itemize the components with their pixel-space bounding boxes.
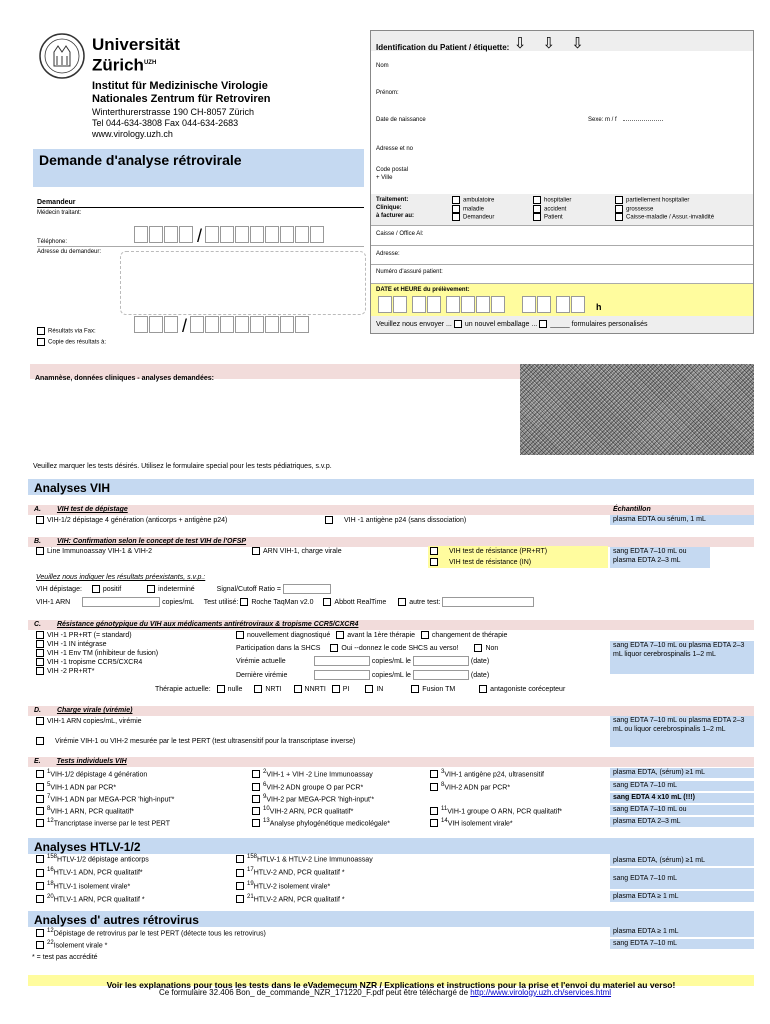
- vih-e-checkbox[interactable]: [430, 770, 438, 778]
- copy-option[interactable]: Copie des résultats à:: [37, 338, 106, 347]
- vih-d-test1[interactable]: VIH-1 ARN copies/mL, virémie: [36, 717, 142, 726]
- institute-name: Institut für Medizinische Virologie: [92, 80, 268, 92]
- anamnese-bar: [30, 364, 520, 382]
- vih-e-checkbox[interactable]: [252, 807, 260, 815]
- indetermine-checkbox[interactable]: [147, 585, 155, 593]
- nd-checkbox[interactable]: [236, 631, 244, 639]
- university-name: [92, 36, 180, 75]
- vih-c-status-row: nouvellement diagnostiqué avant la 1ère thérapie changement de thérapie: [236, 631, 507, 640]
- other-title-bar: [28, 911, 754, 927]
- vih-c-t3-checkbox[interactable]: [36, 649, 44, 657]
- institute-website: www.virology.uzh.ch: [92, 129, 173, 139]
- other-sample2: sang EDTA 7–10 mL: [610, 939, 754, 950]
- patient-title: Identification du Patient / étiquette:: [376, 43, 510, 52]
- vih-c-t5-checkbox[interactable]: [36, 667, 44, 675]
- caisse-checkbox[interactable]: [615, 213, 623, 221]
- vih-b-dep-row: VIH dépistage: positif indeterminé Signal/Cutoff Ratio =: [36, 584, 331, 594]
- htlv-r2b-checkbox[interactable]: [236, 869, 244, 877]
- vih-c-viremie-row: Virémie actuelle copies/mL le (date): [236, 657, 490, 665]
- vih-e-sample: sang EDTA 7–10 mL: [610, 781, 754, 792]
- postal-label: Code postal + Ville: [376, 167, 409, 181]
- other-test1[interactable]: $^{12}$Dépistage de retrovirus par le test PERT (détecte tous les retrovirus): [36, 927, 266, 938]
- vih-c-tests: VIH -1 PR+RT (= standard) VIH -1 IN intégrase VIH -1 Env TM (inhibiteur de fusion) VIH -1 tropisme CCR5/CXCR4 VIH -2 PR+RT*: [36, 631, 158, 676]
- in-checkbox[interactable]: [365, 685, 373, 693]
- vih-a-test2[interactable]: VIH -1 antigène p24 (sans dissociation): [325, 516, 466, 525]
- sampling-label: DATE et HEURE du prélèvement:: [376, 287, 470, 293]
- institute-address: Winterthurerstrasse 190 CH-8057 Zürich: [92, 107, 255, 117]
- ambulatoire-checkbox[interactable]: [452, 196, 460, 204]
- htlv-title: Analyses HTLV-1/2: [34, 840, 141, 854]
- vih-c-header: C. Résistance génotypique du VIH aux médicaments antirétroviraux & tropisme CCR5/CXCR4: [28, 620, 754, 630]
- positif-checkbox[interactable]: [92, 585, 100, 593]
- htlv-col2: $^{158}$HTLV-1 & HTLV-2 Line Immunoassay $^{17}$HTLV-2 AND, PCR qualitatif * $^{19}$HTLV-2 isolement virale* $^{21}$HTLV-2 ARN, PCR qualitatif *: [236, 853, 373, 904]
- vih-title: Analyses VIH: [34, 481, 111, 495]
- abbott-checkbox[interactable]: [323, 598, 331, 606]
- institute-block: [92, 80, 352, 140]
- vih-b-sample: sang EDTA 7–10 mL ou plasma EDTA 2–3 mL: [610, 547, 710, 569]
- vih-a-sample: plasma EDTA ou sérum, 1 mL: [610, 515, 754, 526]
- requester-address-box[interactable]: [120, 251, 366, 315]
- htlv-r3b-checkbox[interactable]: [236, 882, 244, 890]
- vih-b-test2[interactable]: ARN VIH-1, charge virale: [252, 547, 342, 556]
- viremie-date-input[interactable]: [413, 656, 469, 666]
- vih-e-test[interactable]: $^8$VIH-1 ARN, PCR qualitatif*: [36, 805, 134, 816]
- other-t1-checkbox[interactable]: [36, 929, 44, 937]
- treatment-col1[interactable]: ambulatoire maladie Demandeur: [452, 196, 494, 222]
- htlv-sample3: plasma EDTA ≥ 1 mL: [610, 891, 754, 903]
- htlv-sample1: plasma EDTA, (sérum) ≥1 mL: [610, 853, 754, 867]
- other-test2[interactable]: $^{22}$Isolement virale *: [36, 939, 107, 950]
- patient-header: [371, 31, 753, 51]
- vih-e-checkbox[interactable]: [252, 819, 260, 827]
- scr-input[interactable]: [283, 584, 331, 594]
- forms-checkbox[interactable]: [539, 320, 547, 328]
- footer-line2: Ce formulaire 32.406 Bon_ de_commande_NZR_171220_F.pdf peut être téléchargé de http://www.virology.uzh.ch/services.html: [158, 988, 612, 997]
- footer-bar: [28, 975, 754, 990]
- vih-e-test[interactable]: $^{12}$Trancriptase inverse par le test PERT: [36, 817, 170, 828]
- nrti-checkbox[interactable]: [254, 685, 262, 693]
- vih-c-t4-checkbox[interactable]: [36, 658, 44, 666]
- vih-d-header: D. Charge virale (virémie): [28, 706, 754, 716]
- other-title: Analyses d' autres rétrovirus: [34, 913, 199, 927]
- send-row: Veuillez nous envoyer ... un nouvel emballage ... _____ formulaires personalisés: [376, 321, 648, 328]
- insurance-number-label: Numéro d'assuré patient:: [376, 269, 443, 275]
- insurance-address-label: Adresse:: [376, 251, 400, 257]
- fax-input[interactable]: /: [134, 316, 310, 338]
- treatment-col3[interactable]: partiellement hospitalier grossesse Caisse-maladie / Assur.-invalidité: [615, 196, 714, 222]
- vih-b-test1-checkbox[interactable]: [36, 547, 44, 555]
- vih-b-test4[interactable]: VIH test de résistance (IN): [430, 558, 531, 567]
- fusion-checkbox[interactable]: [411, 685, 419, 693]
- fax-checkbox[interactable]: [37, 327, 45, 335]
- htlv-r1b-checkbox[interactable]: [236, 855, 244, 863]
- accreditation-note: * = test pas accrédité: [32, 954, 98, 961]
- center-name: Nationales Zentrum für Retroviren: [92, 93, 271, 105]
- dob-label: Date de naissance: [376, 117, 426, 123]
- doctor-label: Médecin traitant:: [37, 210, 82, 216]
- anamnese-title: Anamnèse, données cliniques - analyses demandées:: [35, 375, 214, 382]
- vih-title-bar: [28, 479, 754, 495]
- viremie-input[interactable]: [314, 656, 370, 666]
- htlv-col1: $^{158}$HTLV-1/2 dépistage anticorps $^{16}$HTLV-1 ADN, PCR qualitatif* $^{18}$HTLV-1 isolement virale* $^{20}$HTLV-1 ARN, PCR qualitatif *: [36, 853, 149, 904]
- other-test-checkbox[interactable]: [398, 598, 406, 606]
- university-seal-icon: [38, 32, 86, 80]
- nnrti-checkbox[interactable]: [294, 685, 302, 693]
- vih-c-t2-checkbox[interactable]: [36, 640, 44, 648]
- sample-header: Échantillon: [613, 506, 651, 513]
- fax-option[interactable]: Résultats via Fax:: [37, 327, 96, 336]
- htlv-sample2: sang EDTA 7–10 mL: [610, 868, 754, 890]
- maladie-checkbox[interactable]: [452, 205, 460, 213]
- vih-e-test[interactable]: $^{10}$VIH-2 ARN, PCR qualitatif*: [252, 805, 353, 816]
- footer-line1: Voir les explanations pour tous les tests dans le eVademecum NZR / Explications et instructions pour la prise et l'envoi du materiel au verso!: [106, 980, 676, 990]
- vih-e-checkbox[interactable]: [252, 783, 260, 791]
- vih-e-test[interactable]: $^9$VIH-2 par MEGA-PCR 'high-input'*: [252, 793, 374, 804]
- vih-e-test[interactable]: $^{13}$Analyse phylogénétique medicolégale*: [252, 817, 390, 828]
- vih-e-test[interactable]: $^{14}$VIH isolement virale*: [430, 817, 513, 828]
- treatment-labels: Traitement: Clinique: à facturer au:: [376, 197, 415, 219]
- vih-b-title: VIH: Confirmation selon le concept de test VIH de l'OFSP: [56, 538, 247, 545]
- grossesse-checkbox[interactable]: [615, 205, 623, 213]
- vih-e-checkbox[interactable]: [36, 770, 44, 778]
- htlv-r4b-checkbox[interactable]: [236, 895, 244, 903]
- vih-d-test2[interactable]: Virémie VIH-1 ou VIH-2 mesurée par le test PERT (test ultrasensitif pour la transcriptase inverse): [36, 737, 355, 746]
- address-label: Adresse et no: [376, 146, 414, 152]
- vih-b-test3-checkbox[interactable]: [430, 547, 438, 555]
- vih-c-t1-checkbox[interactable]: [36, 631, 44, 639]
- vih-e-sample: plasma EDTA, (sérum) ≥1 mL: [610, 768, 754, 779]
- vih-e-title: Tests individuels VIH: [56, 758, 127, 765]
- down-arrow-icon: ⇩ ⇩ ⇩: [513, 35, 590, 52]
- vih-d-title: Charge virale (virémie): [56, 707, 133, 714]
- vih-e-sample: sang EDTA 7–10 mL ou: [610, 805, 754, 816]
- shcs-non-checkbox[interactable]: [474, 644, 482, 652]
- vih-e-checkbox[interactable]: [36, 783, 44, 791]
- vih-a-test1-checkbox[interactable]: [36, 516, 44, 524]
- vih-e-sample: plasma EDTA 2–3 mL: [610, 817, 754, 828]
- hospitalier-checkbox[interactable]: [533, 196, 541, 204]
- nulle-checkbox[interactable]: [217, 685, 225, 693]
- vih-e-checkbox[interactable]: [430, 807, 438, 815]
- vih-e-checkbox[interactable]: [430, 783, 438, 791]
- arn-input[interactable]: [82, 597, 160, 607]
- sex-label: Sexe: m / f: [588, 116, 663, 124]
- vih-d-t1-checkbox[interactable]: [36, 717, 44, 725]
- institute-phone: Tel 044-634-3808 Fax 044-634-2683: [92, 118, 239, 128]
- caisse-label: Caisse / Office AI:: [376, 231, 424, 237]
- vih-d-t2-checkbox[interactable]: [36, 737, 44, 745]
- vih-e-checkbox[interactable]: [252, 795, 260, 803]
- accident-checkbox[interactable]: [533, 205, 541, 213]
- hour-label: h: [596, 302, 602, 312]
- changement-checkbox[interactable]: [421, 631, 429, 639]
- vih-e-checkbox[interactable]: [430, 819, 438, 827]
- vih-c-sample: sang EDTA 7–10 mL ou plasma EDTA 2–3 mL liquor cerebrospinalis 1–2 mL: [610, 641, 754, 675]
- vih-b-arn-row: VIH-1 ARN copies/mL Test utilisé: Roche TaqMan v2.0 Abbott RealTime autre test:: [36, 597, 534, 607]
- form-title: Demande d'analyse rétrovirale: [39, 152, 242, 168]
- vih-a-title: VIH test de dépistage: [56, 506, 128, 513]
- vih-e-test[interactable]: $^7$VIH-1 ADN par MEGA-PCR 'high-input'*: [36, 793, 174, 804]
- vih-c-shcs-row: Participation dans la SHCS Oui --donnez le code SHCS au verso! Non: [236, 645, 499, 652]
- partiel-checkbox[interactable]: [615, 196, 623, 204]
- vih-c-therapy-row: Thérapie actuelle: nulle NRTI NNRTI PI IN Fusion TM antagoniste corécepteur: [155, 686, 566, 693]
- vih-e-header: E. Tests individuels VIH: [28, 757, 754, 767]
- phone-label: Téléphone:: [37, 239, 68, 245]
- demandeur-checkbox[interactable]: [452, 213, 460, 221]
- treatment-col2[interactable]: hospitalier accident Patient: [533, 196, 571, 222]
- shcs-oui-checkbox[interactable]: [330, 644, 338, 652]
- packaging-checkbox[interactable]: [454, 320, 462, 328]
- htlv-r2a-checkbox[interactable]: [36, 869, 44, 877]
- university-sup: UZH: [143, 60, 157, 66]
- vih-b-header: B. VIH: Confirmation selon le concept de test VIH de l'OFSP: [28, 537, 754, 547]
- firstname-label: Prénom:: [376, 90, 399, 96]
- htlv-r3a-checkbox[interactable]: [36, 882, 44, 890]
- vih-b-test4-checkbox[interactable]: [430, 558, 438, 566]
- vih-e-test[interactable]: $^5$VIH-1 ADN par PCR*: [36, 781, 116, 792]
- university-line1: Universität: [92, 35, 180, 54]
- vih-b-test2-checkbox[interactable]: [252, 547, 260, 555]
- other-test-input[interactable]: [442, 597, 534, 607]
- vih-e-checkbox[interactable]: [36, 807, 44, 815]
- vih-e-test[interactable]: $^8$VIH-2 ADN par PCR*: [430, 781, 510, 792]
- university-line2: Zürich: [92, 55, 144, 75]
- antagoniste-checkbox[interactable]: [479, 685, 487, 693]
- vih-a-test2-checkbox[interactable]: [325, 516, 333, 524]
- vih-e-checkbox[interactable]: [252, 770, 260, 778]
- vih-c-last-row: Dernière virémie copies/mL le (date): [236, 671, 490, 679]
- sample-noise-image: [520, 364, 754, 455]
- roche-checkbox[interactable]: [240, 598, 248, 606]
- avant-checkbox[interactable]: [336, 631, 344, 639]
- vih-b-test3[interactable]: VIH test de résistance (PR+RT): [430, 547, 547, 556]
- anamnese-area[interactable]: [30, 379, 520, 455]
- services-link[interactable]: http://www.virology.uzh.ch/services.html: [470, 988, 612, 997]
- vih-b-test1[interactable]: Line Immunoassay VIH-1 & VIH-2: [36, 547, 152, 556]
- copy-checkbox[interactable]: [37, 338, 45, 346]
- vih-e-test[interactable]: $^1$VIH-1/2 dépistage 4 génération: [36, 768, 147, 779]
- vih-e-test[interactable]: $^6$VIH-2 ADN groupe O par PCR*: [252, 781, 363, 792]
- vih-e-test[interactable]: $^3$VIH-1 antigène p24, ultrasensitif: [430, 768, 544, 779]
- htlv-r4a-checkbox[interactable]: [36, 895, 44, 903]
- form-title-bar: [33, 149, 364, 187]
- vih-a-header: A. VIH test de dépistage Échantillon: [28, 505, 754, 515]
- last-viremie-date-input[interactable]: [413, 670, 469, 680]
- name-label: Nom: [376, 63, 389, 69]
- phone-input[interactable]: /: [134, 226, 325, 248]
- vih-e-sample: sang EDTA 4 x10 mL (!!!): [610, 793, 754, 804]
- htlv-r1a-checkbox[interactable]: [36, 855, 44, 863]
- vih-e-test[interactable]: $^2$VIH-1 + VIH -2 Line Immunoassay: [252, 768, 373, 779]
- other-t2-checkbox[interactable]: [36, 941, 44, 949]
- vih-a-test1[interactable]: VIH-1/2 dépistage 4 génération (anticorps + antigène p24): [36, 516, 227, 525]
- patient-checkbox[interactable]: [533, 213, 541, 221]
- vih-e-checkbox[interactable]: [36, 819, 44, 827]
- requester-address-label: Adresse du demandeur:: [37, 249, 102, 255]
- instructions-text: Veuillez marquer les tests désirés. Utilisez le formulaire special pour les tests pédiatriques, s.v.p.: [33, 463, 332, 470]
- last-viremie-input[interactable]: [314, 670, 370, 680]
- sampling-input[interactable]: [378, 296, 586, 318]
- vih-e-test[interactable]: $^{11}$VIH-1 groupe O ARN, PCR qualitatif*: [430, 805, 562, 816]
- pi-checkbox[interactable]: [332, 685, 340, 693]
- vih-e-checkbox[interactable]: [36, 795, 44, 803]
- htlv-title-bar: [28, 838, 754, 854]
- vih-c-title: Résistance génotypique du VIH aux médicaments antirétroviraux & tropisme CCR5/CXCR4: [56, 621, 359, 628]
- other-sample1: plasma EDTA ≥ 1 mL: [610, 927, 754, 938]
- requester-title: Demandeur: [37, 199, 76, 206]
- vih-d-sample: sang EDTA 7–10 mL ou plasma EDTA 2–3 mL ou liquor cerebrospinalis 1–2 mL: [610, 716, 754, 748]
- vih-b-prev: Veuillez nous indiquer les résultats préexistants, s.v.p.:: [36, 574, 206, 581]
